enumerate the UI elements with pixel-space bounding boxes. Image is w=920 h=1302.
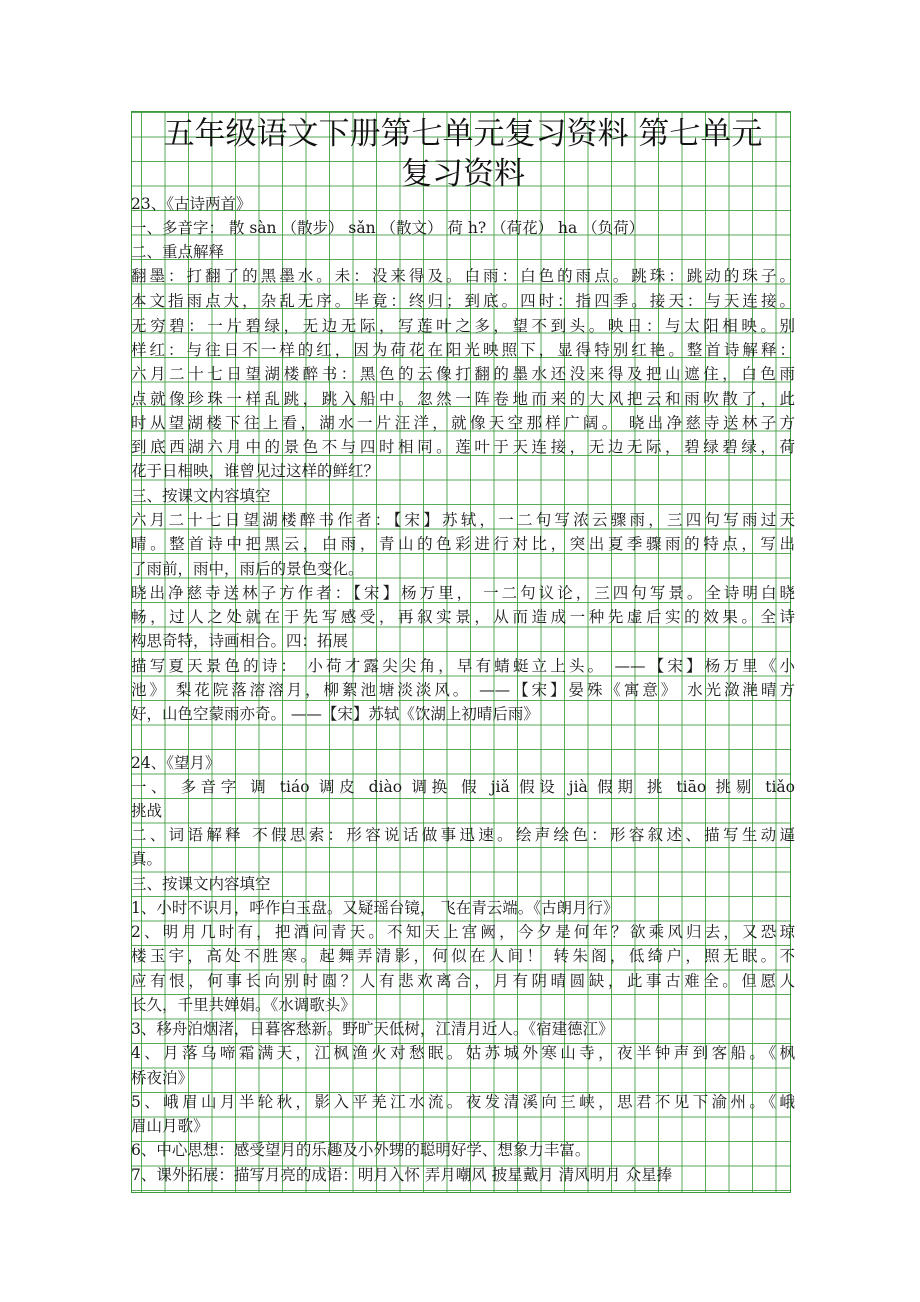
text-line: 挑战 [131,802,163,820]
text-line: 三、按课文内容填空 [131,875,271,893]
text-line: 构思奇特，诗画相合。四：拓展 [131,632,349,650]
text-line: 2、明月几时有，把酒问青天。不知天上宫阙，今夕是何年？欲乘风归去，又恐琼 [131,923,795,941]
text-line: 了雨前，雨中，雨后的景色变化。 [131,560,364,578]
text-line: 23、《古诗两首》 [131,195,252,213]
title-line-2: 复习资料 [401,156,525,192]
text-line: 点就像珍珠一样乱跳，跳入船中。忽然一阵卷地而来的大风把云和雨吹散了，此 [131,390,795,408]
text-line: 7、课外拓展：描写月亮的成语：明月入怀 弄月嘲风 披星戴月 清风明月 众星捧 [131,1166,673,1184]
text-line: 1、小时不识月，呼作白玉盘。又疑瑶台镜， 飞在青云端。《古朗月行》 [131,899,619,917]
text-line: 本文指雨点大，杂乱无序。毕竟：终归；到底。四时：指四季。接天：与天连接。 [131,292,795,310]
text-line: 6、中心思想：感受望月的乐趣及小外甥的聪明好学、想象力丰富。 [131,1141,591,1159]
text-line: 六月二十七日望湖楼醉书作者：【宋】苏轼，一二句写浓云骤雨，三四句写雨过天 [131,511,795,529]
text-line: 4、月落乌啼霜满天，江枫渔火对愁眠。姑苏城外寒山寺，夜半钟声到客船。《枫 [131,1044,795,1062]
title-line-1: 五年级语文下册第七单元复习资料 第七单元 [163,116,763,152]
text-line: 翻墨：打翻了的黑墨水。未：没来得及。白雨：白色的雨点。跳珠：跳动的珠子。 [131,267,795,285]
text-line: 3、移舟泊烟渚，日暮客愁新。野旷天低树，江清月近人。《宿建德江》 [131,1020,614,1038]
text-line: 应有恨，何事长向别时圆？人有悲欢离合，月有阴晴圆缺，此事古难全。但愿人 [131,972,795,990]
text-line: 时从望湖楼下往上看，湖水一片汪洋，就像天空那样广阔。 晓出净慈寺送林子方 [131,414,795,432]
text-line: 描写夏天景色的诗： 小荷才露尖尖角，早有蜻蜓立上头。 ——【宋】杨万里《小 [131,657,795,675]
text-line: 晴。整首诗中把黑云，白雨，青山的色彩进行对比，突出夏季骤雨的特点，写出 [131,535,795,553]
text-line: 24、《望月》 [131,754,221,772]
text-line: 二、重点解释 [131,243,225,261]
text-line: 长久，千里共婵娟。《水调歌头》 [131,996,356,1014]
text-line: 池》 梨花院落溶溶月，柳絮池塘淡淡风。 ——【宋】晏殊《寓意》 水光潋滟晴方 [131,681,795,699]
text-line: 花于日相映，谁曾见过这样的鲜红？ [131,462,380,480]
text-line: 楼玉宇，高处不胜寒。起舞弄清影，何似在人间！ 转朱阁，低绮户，照无眠。不 [131,947,795,965]
text-line: 样红：与往日不一样的红，因为荷花在阳光映照下，显得特别红艳。整首诗解释： [131,341,795,359]
document-title [131,114,795,194]
text-line: 桥夜泊》 [131,1069,194,1087]
text-line: 晓出净慈寺送林子方作者：【宋】杨万里， 一二句议论，三四句写景。全诗明白晓 [131,584,795,602]
text-line: 二、词语解释 不假思索：形容说话做事迅速。绘声绘色：形容叙述、描写生动逼 [131,826,795,844]
text-line: 畅，过人之处就在于先写感受，再叙实景，从而造成一种先虚后实的效果。全诗 [131,608,795,626]
text-line: 无穷碧：一片碧绿，无边无际，写莲叶之多，望不到头。映日：与太阳相映。别 [131,317,795,335]
text-line: 六月二十七日望湖楼醉书：黑色的云像打翻的墨水还没来得及把山遮住，白色雨 [131,365,795,383]
text-line: 三、按课文内容填空 [131,487,271,505]
text-line: 一、多音字： 散 sàn （散步） sǎn （散文） 荷 h? （荷花） ha （负荷） [131,219,645,237]
text-line: 5、峨眉山月半轮秋，影入平羌江水流。夜发清溪向三峡，思君不见下渝州。《峨 [131,1093,795,1111]
text-line: 眉山月歌》 [131,1117,209,1135]
text-line: 真。 [131,850,163,868]
text-line: 到底西湖六月中的景色不与四时相同。莲叶于天连接，无边无际，碧绿碧绿，荷 [131,438,795,456]
text-line: 好，山色空蒙雨亦奇。 ——【宋】苏轼《饮湖上初晴后雨》 [131,705,539,723]
text-line: 一、 多音字 调 tiáo 调皮 diào 调换 假 jiǎ 假设 jià 假期 挑 tiāo 挑剔 tiǎo [131,778,795,796]
